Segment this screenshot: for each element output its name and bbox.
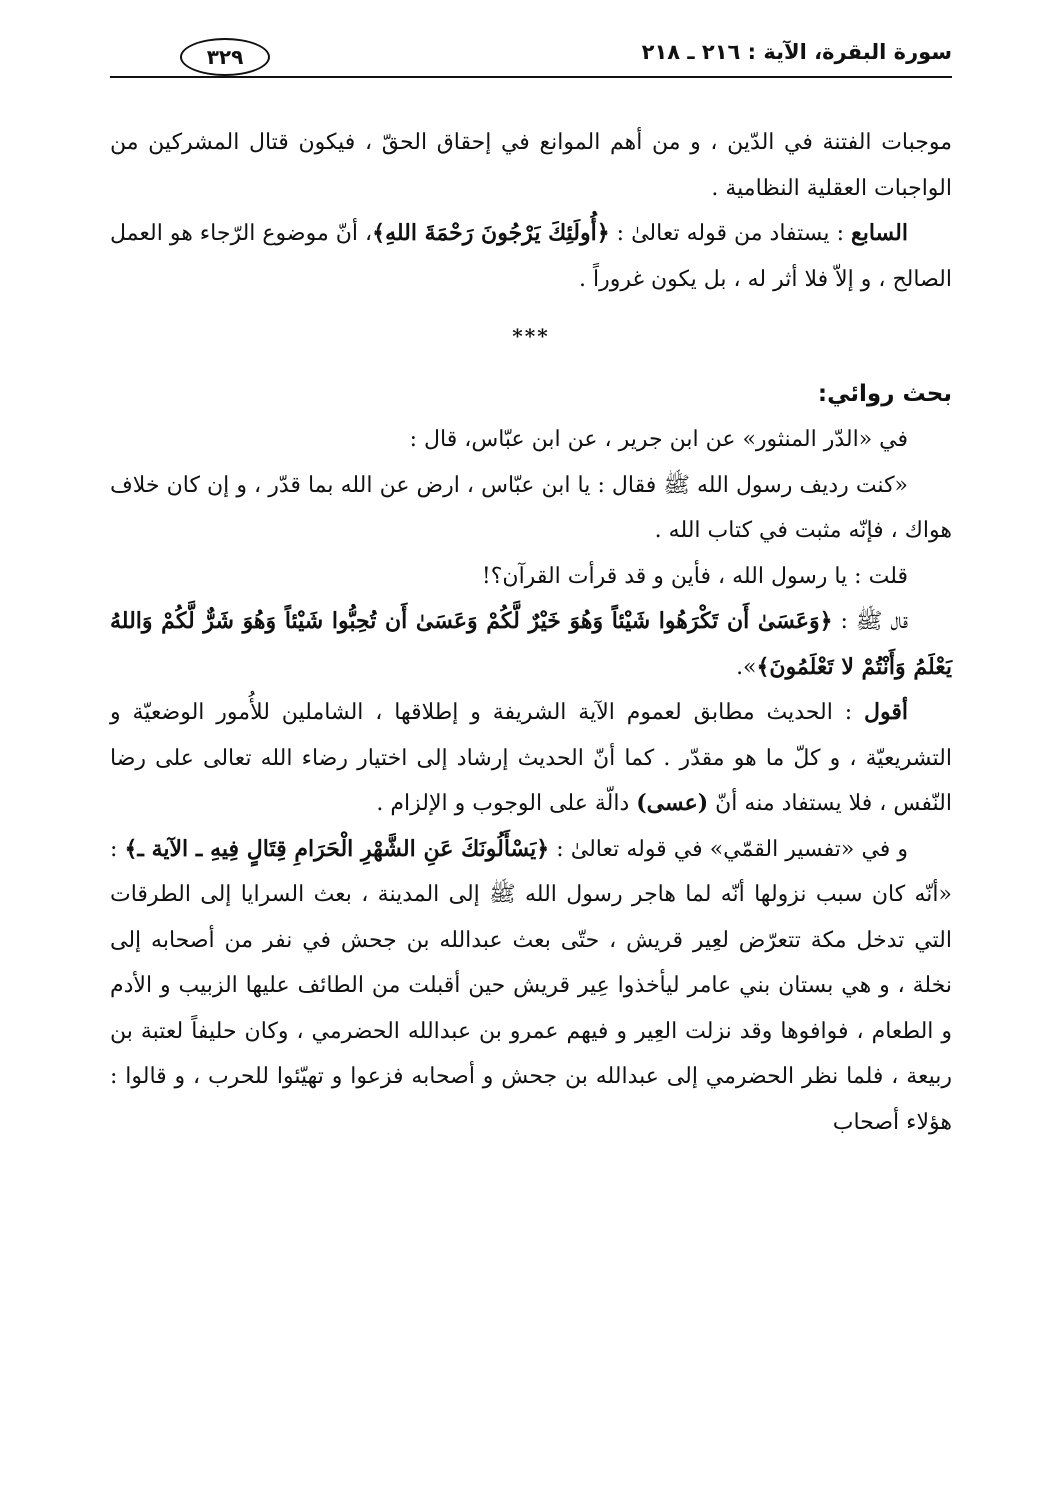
page-body <box>110 120 952 1145</box>
page-number-badge <box>180 38 270 76</box>
paragraph: قال ﷺ : ﴿وَعَسَىٰ أَن تَكْرَهُوا شَيْئاً وَهُوَ خَيْرٌ لَّكُمْ وَعَسَىٰ أَن تُحِبُّوا شَيْئاً وَهُوَ شَرٌّ لَّكُمْ وَاللهُ يَعْلَمُ وَأَنْتُمْ لا تَعْلَمُونَ﴾». <box>110 608 952 680</box>
quran-quote: ﴿يَسْأَلُونَكَ عَنِ الشَّهْرِ الْحَرَامِ قِتَالٍ فِيهِ ـ الآية ـ﴾ <box>124 835 550 862</box>
paragraph: في «الدّر المنثور» عن ابن جرير ، عن ابن عبّاس، قال : <box>409 427 908 452</box>
paragraph: «كنت رديف رسول الله ﷺ فقال : يا ابن عبّاس ، ارض عن الله بما قدّر ، و إن كان خلاف هواك ، فإنّه مثبت في كتاب الله . <box>110 472 952 543</box>
page-header <box>110 38 952 82</box>
paragraph: السابع : يستفاد من قوله تعالىٰ : ﴿أُولَئِكَ يَرْجُونَ رَحْمَةَ اللهِ﴾، أنّ موضوع الرّجاء هو العمل الصالح ، و إلاّ فلا أثر له ، بل يكون غروراً . <box>110 220 952 292</box>
section-separator: *** <box>512 324 550 348</box>
quran-quote: ﴿وَعَسَىٰ أَن تَكْرَهُوا شَيْئاً وَهُوَ خَيْرٌ لَّكُمْ وَعَسَىٰ أَن تُحِبُّوا شَيْئاً وَهُوَ شَرٌّ لَّكُمْ وَاللهُ يَعْلَمُ وَأَنْتُمْ لا تَعْلَمُونَ﴾ <box>110 608 952 680</box>
paragraph: قلت : يا رسول الله ، فأين و قد قرأت القرآن؟! <box>481 563 908 589</box>
quran-quote: ﴿أُولَئِكَ يَرْجُونَ رَحْمَةَ اللهِ﴾ <box>372 220 610 246</box>
section-heading: بحث روائي: <box>817 380 952 407</box>
header-rule <box>110 76 952 78</box>
paragraph-label: أقول <box>864 699 908 725</box>
page-number: ٣٢٩ <box>206 45 244 69</box>
paragraph: موجبات الفتنة في الدّين ، و من أهم الموانع في إحقاق الحقّ ، فيكون قتال المشركين من الواجبات العقلية النظامية . <box>110 130 952 201</box>
paragraph: و في «تفسير القمّي» في قوله تعالىٰ : ﴿يَسْأَلُونَكَ عَنِ الشَّهْرِ الْحَرَامِ قِتَالٍ فِيهِ ـ الآية ـ﴾ : «أنّه كان سبب نزولها أنّه لما هاجر رسول الله ﷺ إلى المدينة ، بعث السرايا إلى الطرقات التي تدخل مكة تتعرّض لعِير قريش ، حتّى بعث عبدالله بن جحش في نفر من أصحابه إلى نخلة ، و هي بستان بني عامر ليأخذوا عِير قريش حين أقبلت من الطائف عليها الزبيب و الأدم و الطعام ، فوافوها وقد نزلت العِير و فيهم عمرو بن عبدالله الحضرمي ، وكان حليفاً لعتبة بن ربيعة ، فلما نظر الحضرمي إلى عبدالله بن جحش و أصحابه فزعوا و تهيّئوا للحرب ، و قالوا : هؤلاء أصحاب <box>110 835 952 1135</box>
paragraph-label: السابع <box>851 220 908 246</box>
running-title: سورة البقرة، الآية : ٢١٦ ـ ٢١٨ <box>641 40 952 64</box>
paragraph: أقول : الحديث مطابق لعموم الآية الشريفة و إطلاقها ، الشاملين للأُمور الوضعيّة و التشريعيّة ، و كلّ ما هو مقدّر . كما أنّ الحديث إرشاد إلى اختيار رضاء الله تعالى على رضا النّفس ، فلا يستفاد منه أنّ (عسى) دالّة على الوجوب و الإلزام . <box>110 699 952 816</box>
